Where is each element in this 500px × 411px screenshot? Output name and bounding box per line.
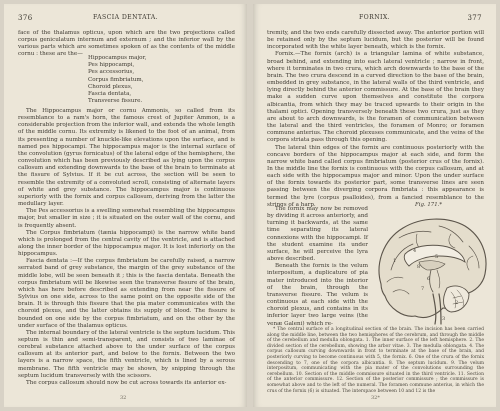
list-item: Fascia dentata, <box>88 91 132 98</box>
body-paragraph: The internal boundary of the lateral ventricle is the septum lucidum. This septum is thin and semi-transparent, and consists of two laminae of cerebral substance attached above to the under surface of the corpus callosum at its anterior part, and below to the fornix. Between the two layers is a narrow space, the fifth ventricle, which is lined by a serous membrane. The fifth ventricle may be shown, by snipping through the septum lucidum transversely with the scissors. <box>18 329 235 379</box>
body-paragraph: The fornix may now be removed by dividing it across anteriorly, and turning it backwards, at the same time separating its lateral connexions with the hippocampi. If the student examine its under surface, he will perceive the lyra above described. <box>267 206 368 263</box>
caption-text: * The central surface of a longitudinal section of the brain. The incision has been carried along the middle line, between the two hemispheres of the cerebrum, and through the middle of the cerebellum and medulla oblongata. 1. The inner surface of the left hemisphere. 2. The divided section of the cerebellum, showing the arbor vitae. 3. The medulla oblongata. 4. The corpus callosum curving downwards in front to terminate at the base of the brain, and posteriorly curving to become continuous with 5, the fornix. 6. One of the crura of the fornix descending to 7, one of the corpora albicantia. 8. The septum lucidum. 9. The velum interpositum, communicating with the pia mater of the convolutions surrounding the cerebellum. 10. Section of the middle commissure situated in the third ventricle. 11. Section of the anterior commissure. 12. Section of the posterior commissure ; the commissure is somewhat above and to the left of the numeral. The foramen commune anterius, in which the crus of the fornix (6) is situated. The interspace between 10 and 12 is the <box>267 327 484 394</box>
list-item: Transverse fissure. <box>88 98 143 105</box>
svg-text:8: 8 <box>417 264 421 270</box>
figure-caption <box>267 327 484 394</box>
left-body-text <box>18 108 235 387</box>
right-running-head <box>267 14 482 24</box>
body-paragraph: tremity, and the two ends carefully dissected away. The anterior portion will be retained only by the septum lucidum, but the posterior will be found incorporated with the white layer beneath, which is the fornix. <box>267 30 484 51</box>
list-item: Corpus fimbriatum, <box>88 76 144 83</box>
svg-text:3: 3 <box>442 316 446 322</box>
body-paragraph: The lateral thin edges of the fornix are continuous posteriorly with the concave borders of the hippocampus major at each side, and form the narrow white band called corpus fimbriatum (posterior crus of the fornix). In the middle line the fornix is continuous with the corpus callosum, and at each side with the hippocampus major and minor. Upon the under surface of the fornix towards its posterior part, some transverse lines are seen passing between the diverging corpora fimbriata : this appearance is termed the lyre (corpus psalloides), from a fancied resemblance to the strings of a harp. <box>267 144 484 208</box>
body-paragraph: Fornix.—The fornix (arch) is a triangular lamina of white substance, broad behind, and extending into each lateral ventricle ; narrow in front, where it terminates in two crura, which arch downwards to the base of the brain. The two crura descend in a curved direction to the base of the brain, embedded in grey substance, in the lateral walls of the third ventricle, and lying directly behind the anterior commissure. At the base of the brain they make a sudden curve upon themselves and constitute the corpora albicantia, from which they may be traced upwards to their origin in the thalami optici. Opening transversely beneath these two crura, just as they are about to arch downwards, is the foramen of communication between the lateral and the third ventricles, the foramen of Monro; or foramen commune anterius. The choroid plexuses communicate, and the veins of the corpora striata pass through this opening. <box>267 51 484 144</box>
svg-text:1: 1 <box>393 258 397 264</box>
middle-cornu-contents-list <box>88 55 146 105</box>
svg-text:5: 5 <box>435 254 439 260</box>
left-running-title: FASCIA DENTATA. <box>92 14 159 21</box>
body-paragraph: The Pes accessorius is a swelling somewhat resembling the hippocampus major, but smaller in size ; it is situated on the outer wall of the cornu, and is frequently absent. <box>18 208 235 229</box>
body-paragraph: The Hippocampus major or cornu Ammonis, so called from its resemblance to a ram's horn, the famous crest of Jupiter Ammon, is a considerable projection from the inferior wall, and extends the whole length of the middle cornu. Its extremity is likened to the foot of an animal, from its presenting a number of knuckle-like elevations upon the surface, and is named pes hippocampi. The hippocampus major is the internal surface of the convolution (gyrus fornicatus) of the lateral edge of the hemisphere, the convolution which has been previously described as lying upon the corpus callosum and extending downwards to the base of the brain to terminate at the fissure of Sylvius. If it be cut across, the section will be seen to resemble the extremity of a convoluted scroll, consisting of alternate layers of white and grey substance. The hippocampus major is continuous superiorly with the fornix and corpus callosum, deriving from the latter the medullary layer. <box>18 108 236 208</box>
left-page <box>4 4 247 407</box>
list-item: Pes accessorius, <box>88 69 135 76</box>
body-paragraph: The corpus callosum should now be cut across towards its anterior ex- <box>26 379 227 386</box>
list-item: Choroid plexus, <box>88 83 133 90</box>
brain-section-illustration <box>369 212 491 326</box>
svg-text:4: 4 <box>413 248 417 254</box>
list-item: Hippocampus major, <box>88 55 147 61</box>
left-page-number: 376 <box>18 14 33 22</box>
svg-text:6: 6 <box>427 276 431 282</box>
intro-paragraph: face of the thalamus opticus, upon which are the two projections called corpus geniculatum internum and externum ; and the inferior wall by the various parts which are sometimes spoken of as the contents of the middle cornu : these are the— <box>18 30 235 58</box>
right-running-title: FORNIX. <box>358 14 391 21</box>
body-paragraph: The Corpus fimbriatum (tænia hippocampi) is the narrow white band which is prolonged from the central cavity of the ventricle, and is attached along the inner border of the hippocampus major. It is lost inferiorly on the hippocampus. <box>18 229 235 258</box>
right-page <box>253 4 496 407</box>
svg-text:7: 7 <box>421 286 425 292</box>
left-signature-mark: 32 <box>120 395 127 401</box>
right-page-number: 377 <box>467 14 482 22</box>
right-body-text <box>267 30 484 209</box>
left-running-head <box>18 14 233 24</box>
body-paragraph: Fascia dentata :—If the corpus fimbriatum be carefully raised, a narrow serrated band of grey substance, the margin of the grey substance of the middle lobe, will be seen beneath it ; this is the fascia dentata. Beneath the corpus fimbriatum will be likewise seen the transverse fissure of the brain, which has here before described as extending from near the fissure of Sylvius on one side, across to the same point on the opposite side of the brain. It is through this fissure that the pia mater communicates with the choroid plexus, and the latter obtains its supply of blood. The fissure is bounded on one side by the corpus fimbriatum, and on the other by the under surface of the thalamus opticus. <box>18 258 235 329</box>
figure-label: Fig. 171.* <box>415 202 443 208</box>
svg-text:2: 2 <box>455 300 459 306</box>
list-item: Pes hippocampi, <box>88 62 135 69</box>
right-side-text <box>267 206 368 328</box>
body-paragraph: Beneath the fornix is the velum interpositum, a duplicature of pia mater introduced into the interior of the brain, through the transverse fissure. The velum is continuous at each side with the choroid plexus, and contains in its inferior layer two large veins (the venæ Galeni) which re- <box>267 263 368 327</box>
right-signature-mark: 32* <box>371 395 380 401</box>
